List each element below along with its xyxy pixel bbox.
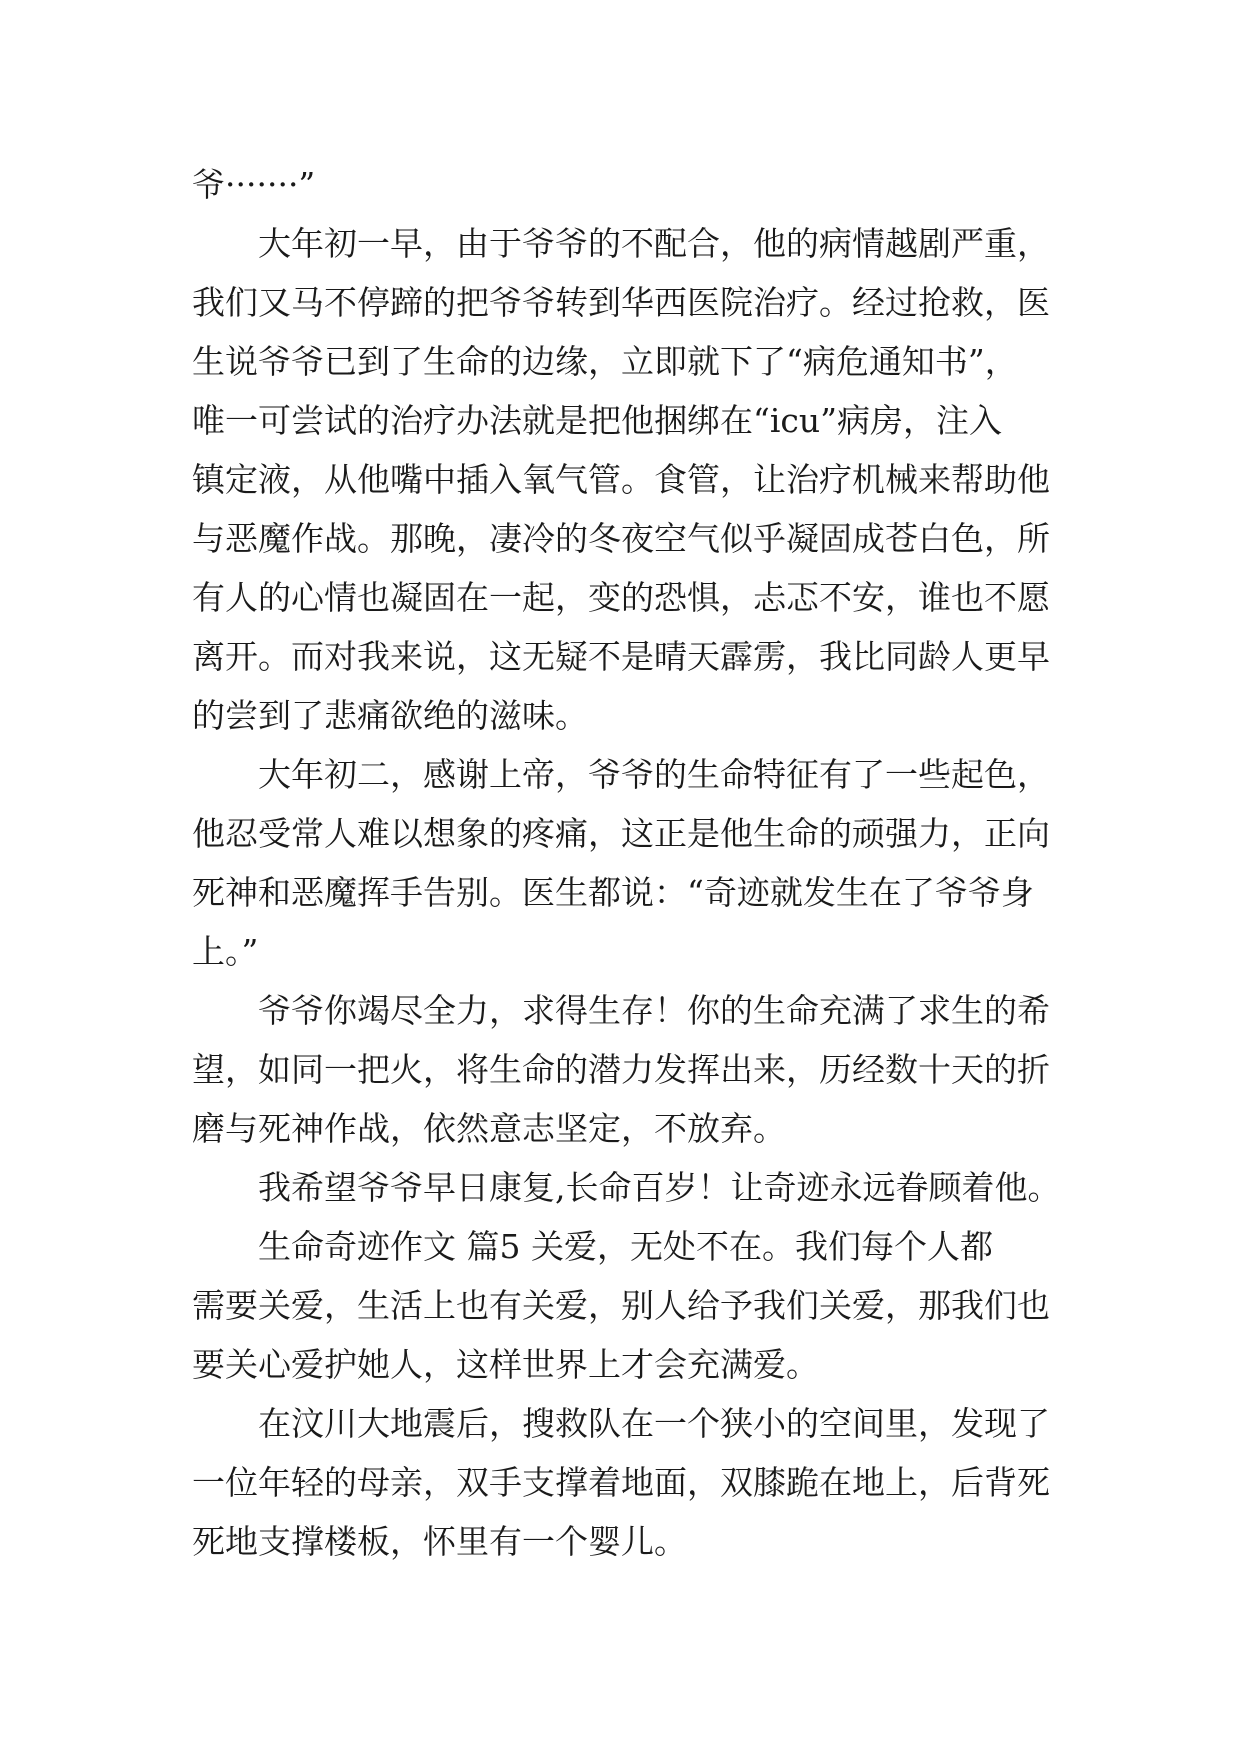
section-heading-line: 生命奇迹作文 篇5 关爱，无处不在。我们每个人都 [258, 1227, 993, 1266]
paragraph-start: 爷爷你竭尽全力，求得生存！你的生命充满了求生的希 [258, 991, 1050, 1030]
paragraph-start: 大年初二，感谢上帝，爷爷的生命特征有了一些起色， [258, 755, 1050, 794]
text-line: 他忍受常人难以想象的疼痛，这正是他生命的顽强力，正向 [192, 814, 1050, 853]
text-line: 一位年轻的母亲，双手支撑着地面，双膝跪在地上，后背死 [192, 1463, 1050, 1502]
paragraph-start: 大年初一早，由于爷爷的不配合，他的病情越剧严重， [258, 224, 1050, 263]
text-line: 死地支撑楼板，怀里有一个婴儿。 [192, 1522, 687, 1561]
text-line: 需要关爱，生活上也有关爱，别人给予我们关爱，那我们也 [192, 1286, 1050, 1325]
text-line: 磨与死神作战，依然意志坚定，不放弃。 [192, 1109, 786, 1148]
text-line: 上。” [192, 932, 259, 971]
text-line: 爷·······” [192, 165, 316, 204]
text-line: 与恶魔作战。那晚，凄冷的冬夜空气似乎凝固成苍白色，所 [192, 519, 1050, 558]
text-line: 的尝到了悲痛欲绝的滋味。 [192, 696, 588, 735]
text-line: 唯一可尝试的治疗办法就是把他捆绑在“icu”病房，注入 [192, 401, 1003, 440]
text-line: 镇定液，从他嘴中插入氧气管。食管，让治疗机械来帮助他 [192, 460, 1050, 499]
text-line: 离开。而对我来说，这无疑不是晴天霹雳，我比同龄人更早 [192, 637, 1050, 676]
text-line: 要关心爱护她人，这样世界上才会充满爱。 [192, 1345, 819, 1384]
text-line: 生说爷爷已到了生命的边缘，立即就下了“病危通知书”， [192, 342, 1018, 381]
text-line: 有人的心情也凝固在一起，变的恐惧，忐忑不安，谁也不愿 [192, 578, 1050, 617]
text-line: 死神和恶魔挥手告别。医生都说：“奇迹就发生在了爷爷身 [192, 873, 1034, 912]
text-line: 望，如同一把火，将生命的潜力发挥出来，历经数十天的折 [192, 1050, 1050, 1089]
text-line: 我们又马不停蹄的把爷爷转到华西医院治疗。经过抢救，医 [192, 283, 1050, 322]
paragraph-start: 我希望爷爷早日康复,长命百岁！让奇迹永远眷顾着他。 [258, 1168, 1061, 1207]
paragraph-start: 在汶川大地震后，搜救队在一个狭小的空间里，发现了 [258, 1404, 1050, 1443]
